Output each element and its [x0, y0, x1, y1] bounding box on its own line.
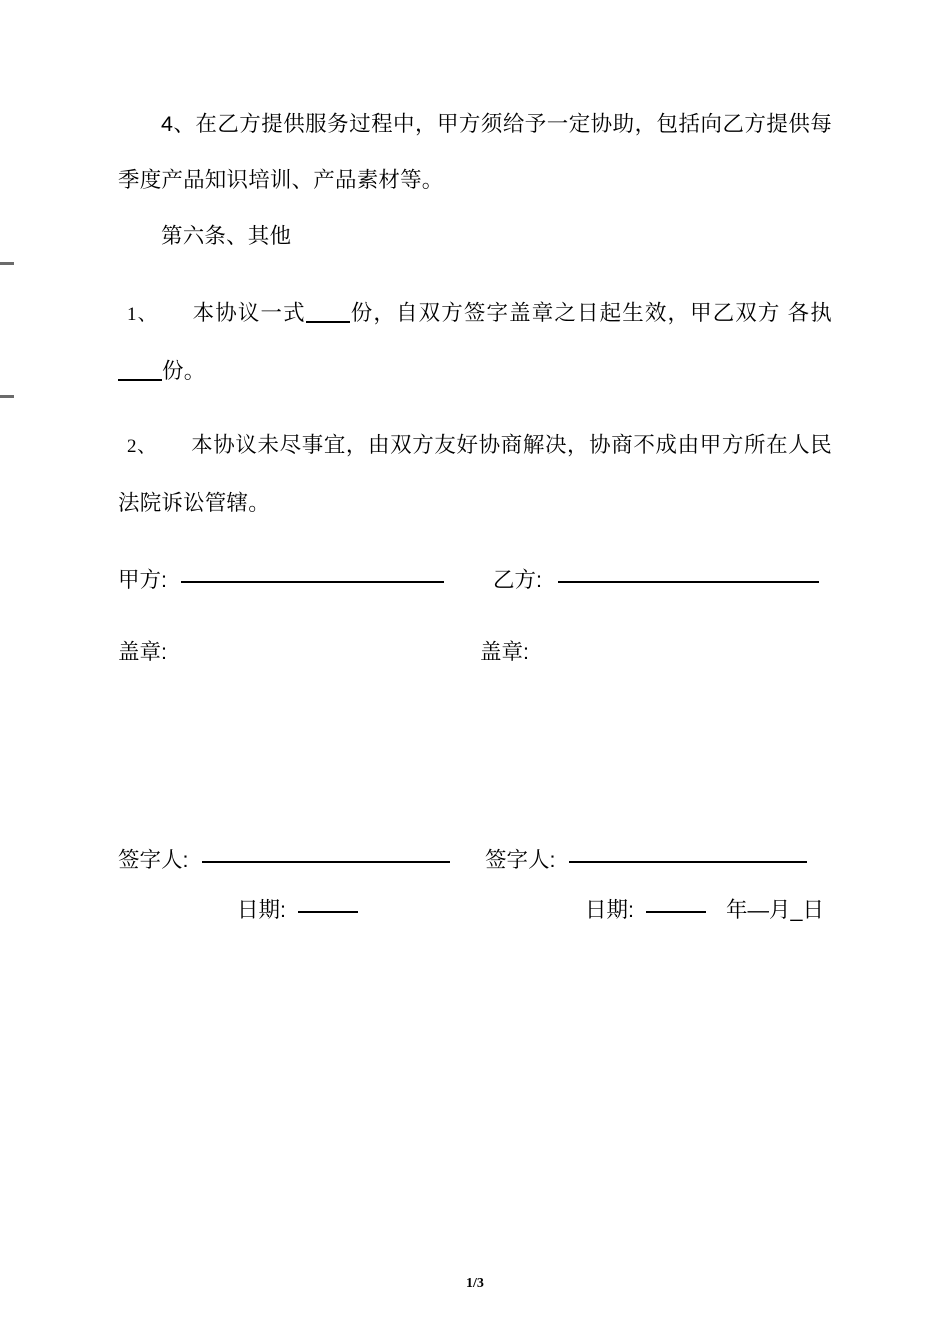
paragraph-item-1-part-a: 本协议一式 [191, 301, 306, 325]
party-a-label: 甲方: [118, 568, 167, 592]
blank-fill-copies-total[interactable] [306, 321, 350, 323]
section-heading-article-6 [118, 208, 832, 264]
paragraph-item-2-text [118, 417, 832, 531]
paragraph-item-4 [118, 96, 832, 208]
seal-a-label: 盖章: [118, 640, 167, 664]
signature-row-dates [0, 890, 950, 930]
party-b-label: 乙方: [493, 568, 542, 592]
date-b-label: 日期: [585, 898, 634, 922]
party-a-blank-line[interactable] [181, 580, 444, 583]
paragraph-item-1-number: 1、 [127, 304, 158, 325]
paragraph-item-1-part-c: 份。 [162, 359, 206, 383]
paragraph-item-1 [118, 285, 832, 399]
signature-row-parties [0, 560, 950, 600]
signer-a-label: 签字人: [118, 848, 189, 872]
signature-row-seals [0, 632, 950, 672]
party-b-field [493, 560, 819, 600]
signer-b-label: 签字人: [485, 848, 556, 872]
blank-fill-copies-each[interactable] [118, 379, 162, 381]
signer-b-blank-line[interactable] [569, 860, 807, 863]
signer-a-field [118, 840, 450, 880]
party-a-field [118, 560, 444, 600]
signature-row-signers [0, 840, 950, 880]
revision-mark-icon [0, 262, 14, 265]
paragraph-item-2-body: 本协议未尽事宜，由双方友好协商解决，协商不成由甲方所在人民法院诉讼管辖。 [118, 433, 832, 515]
signer-b-field [485, 840, 807, 880]
paragraph-item-1-part-b: 份，自双方签字盖章之日起生效，甲乙双方 各执 [349, 301, 832, 325]
section-heading-article-6-text: 第六条、其他 [161, 224, 292, 248]
date-b-blank-line[interactable] [646, 910, 706, 913]
paragraph-item-2 [118, 417, 832, 531]
party-b-blank-line[interactable] [558, 580, 819, 583]
paragraph-item-1-text [118, 285, 832, 399]
date-b-suffix: 年—月_日 [725, 898, 824, 922]
page-number: 1/3 [466, 1276, 484, 1291]
seal-b-label: 盖章: [480, 640, 529, 664]
date-b-field [585, 890, 824, 930]
signer-a-blank-line[interactable] [202, 860, 450, 863]
paragraph-item-4-text: 4、在乙方提供服务过程中，甲方须给予一定协助，包括向乙方提供每季度产品知识培训、产品素材等。 [118, 112, 832, 192]
revision-mark-icon [0, 395, 14, 398]
date-a-field [237, 890, 358, 930]
paragraph-item-2-number: 2、 [127, 436, 157, 457]
date-a-label: 日期: [237, 898, 286, 922]
date-a-blank-line[interactable] [298, 910, 358, 913]
